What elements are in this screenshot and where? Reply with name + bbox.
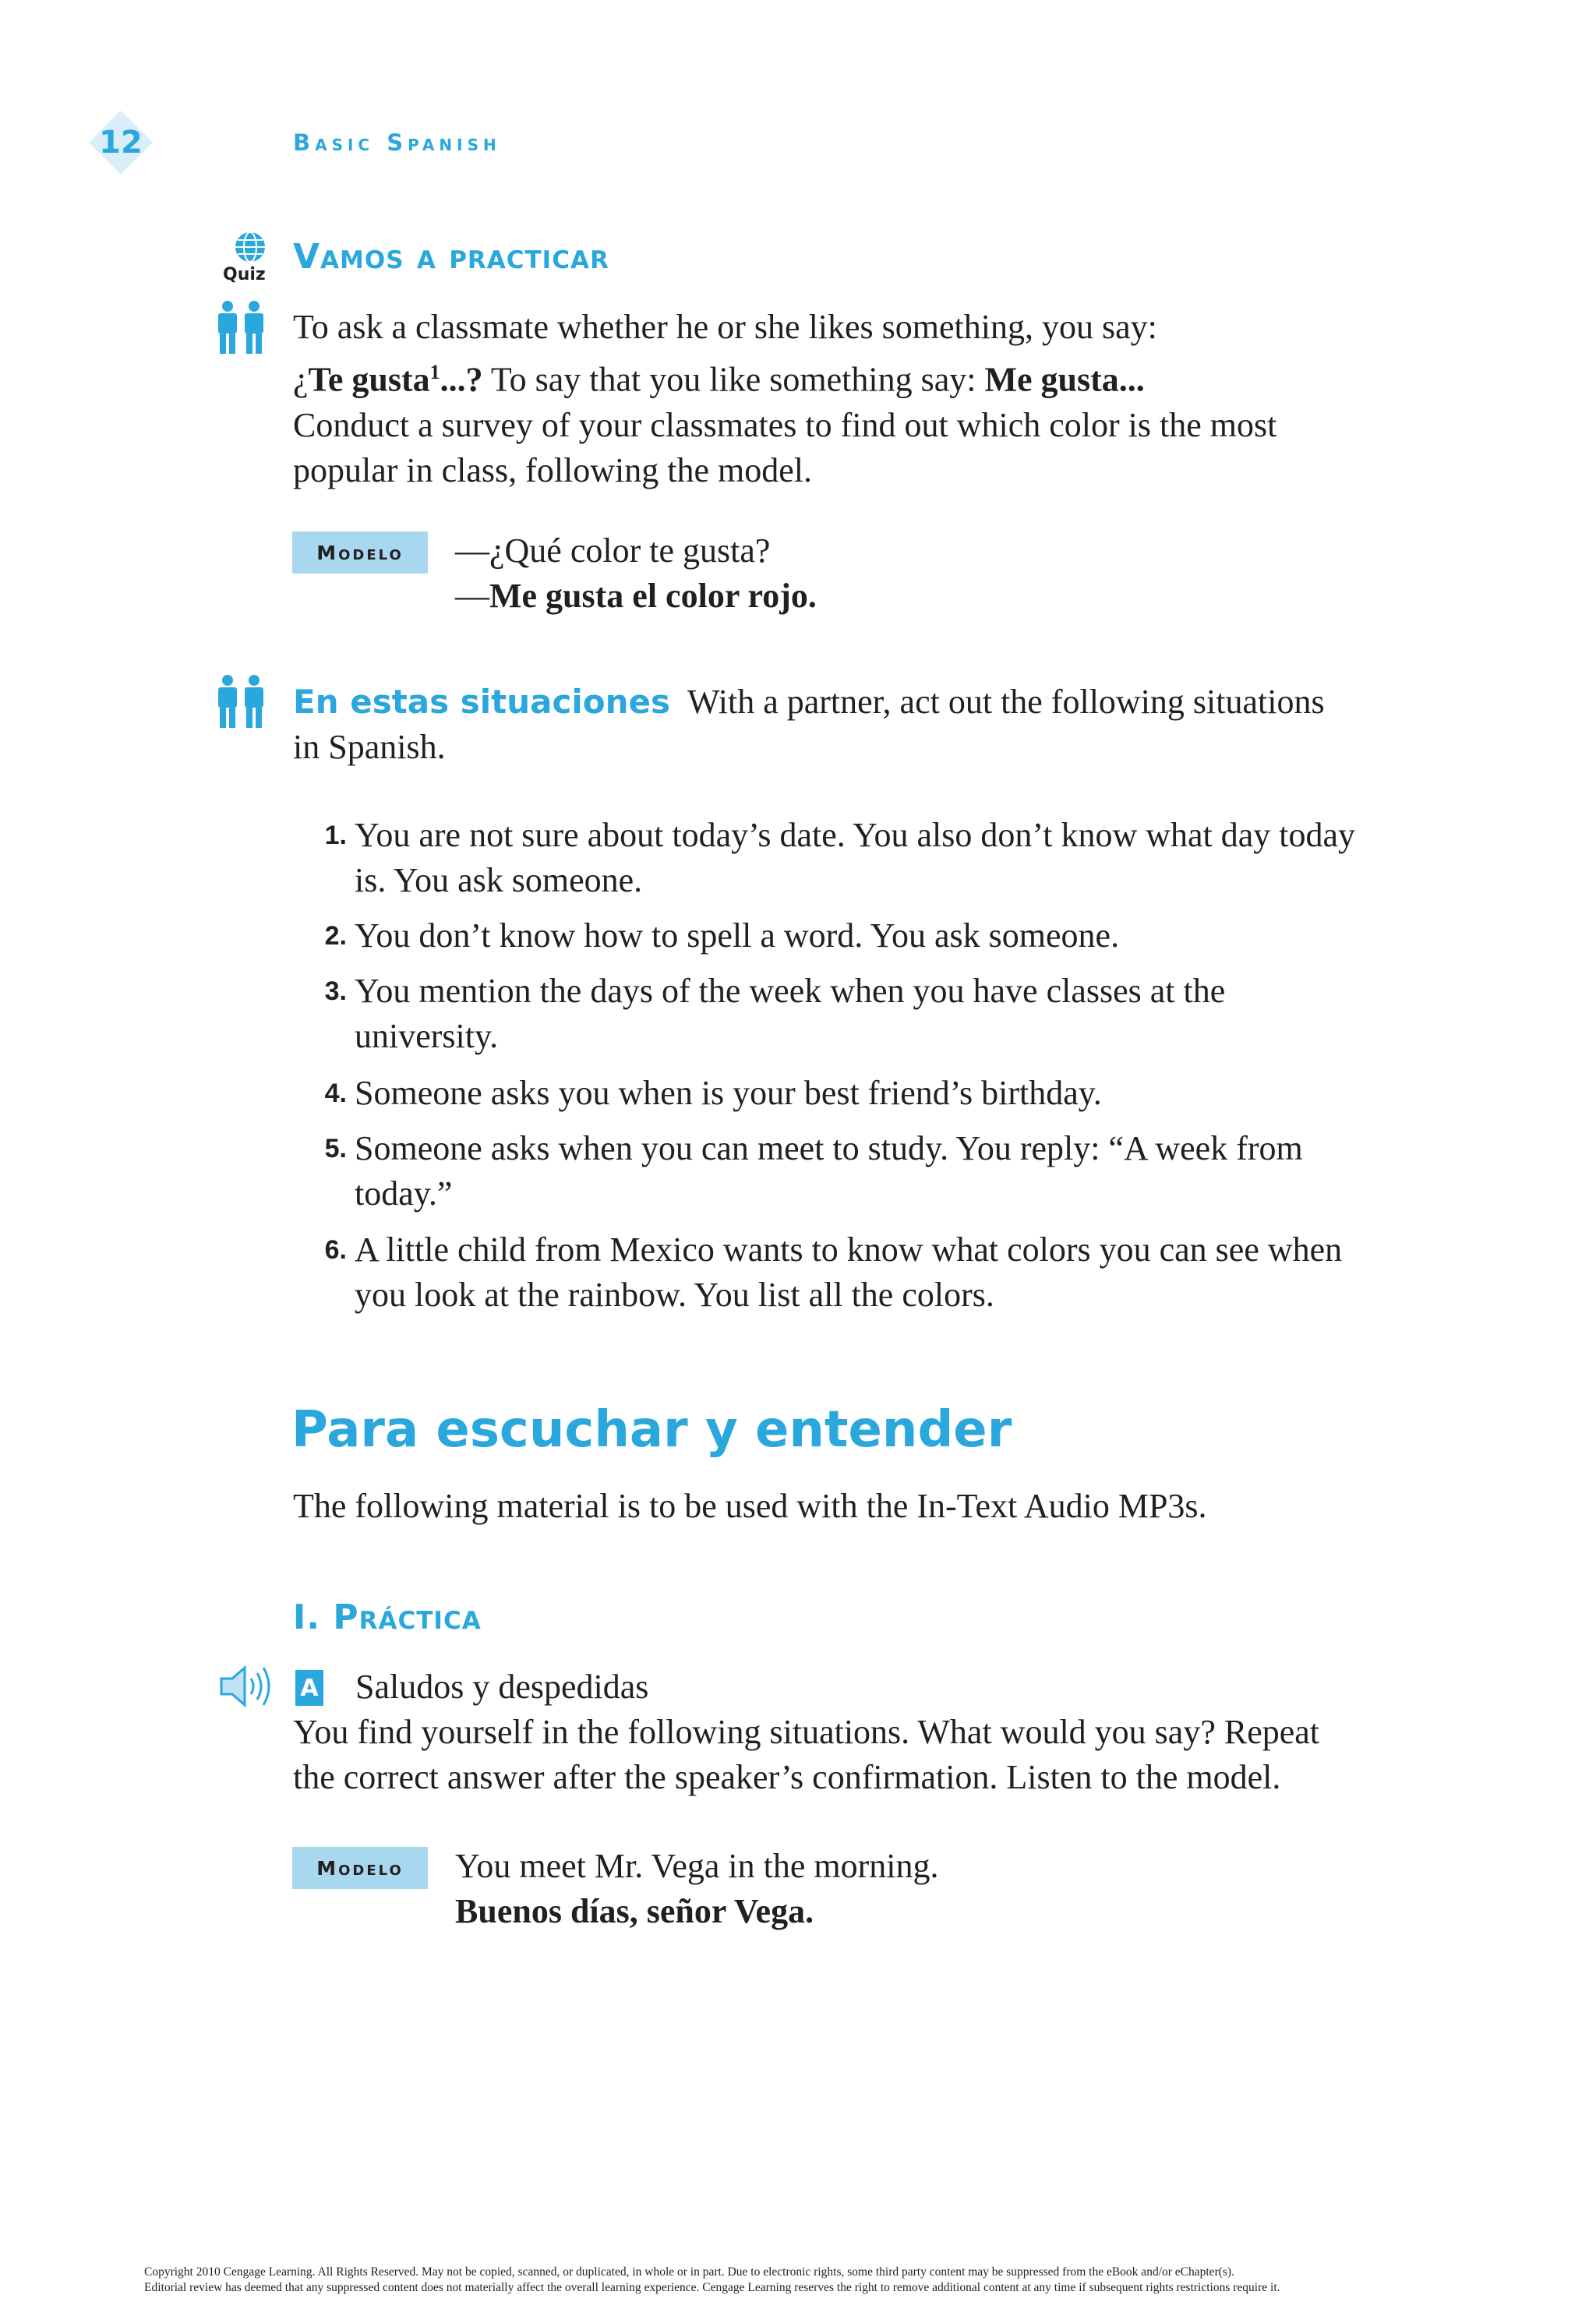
copyright-line-2: Editorial review has deemed that any suppressed content does not materially affect the overall learning experience. Cengage Learning reserves the right to remove additional content at any time if subsequent rights restrictions require it. xyxy=(144,2281,1280,2294)
list-item-text: Someone asks you when is your best friend’s birthday. xyxy=(355,1074,1102,1112)
escuchar-intro: The following material is to be used with the In-Text Audio MP3s. xyxy=(293,1487,1207,1525)
quiz-label[interactable]: Quiz xyxy=(223,265,266,284)
list-item-text: Someone asks when you can meet to study. You reply: “A week from today.” xyxy=(355,1129,1303,1213)
section-heading-situaciones: En estas situaciones xyxy=(293,683,670,721)
dash: — xyxy=(455,577,489,615)
quiz-globe-icon[interactable] xyxy=(226,231,274,263)
exercise-instructions xyxy=(293,1710,1407,1800)
section-heading-practica: I. Práctica xyxy=(293,1598,482,1637)
list-item xyxy=(316,813,1375,903)
list-item xyxy=(316,913,1375,959)
list-item-text: You mention the days of the week when you have classes at the university. xyxy=(355,972,1226,1055)
list-item xyxy=(316,969,1375,1059)
footnote-ref: 1 xyxy=(429,361,440,383)
exercise-instructions-line-2: the correct answer after the speaker’s confirmation. Listen to the model. xyxy=(293,1758,1281,1796)
running-head: Basic Spanish xyxy=(293,129,501,156)
list-item xyxy=(316,1071,1375,1116)
audio-speaker-icon[interactable] xyxy=(217,1661,274,1711)
list-item-text: A little child from Mexico wants to know what colors you can see when you look at the rainbow. You list all the colors. xyxy=(355,1230,1343,1314)
list-item-number: 1. xyxy=(324,821,347,850)
section-heading-vamos: Vamos a practicar xyxy=(293,237,609,277)
modelo-tag: Modelo xyxy=(292,1847,428,1889)
page-number: 12 xyxy=(99,125,143,161)
exercise-title: Saludos y despedidas xyxy=(355,1668,649,1706)
modelo-answer: Buenos días, señor Vega. xyxy=(455,1892,814,1930)
situaciones-intro-line-2: in Spanish. xyxy=(293,728,446,766)
vamos-line-3: Conduct a survey of your classmates to find out which color is the most xyxy=(293,405,1277,444)
list-item xyxy=(316,1126,1375,1216)
list-item-number: 2. xyxy=(324,921,347,951)
vamos-instructions xyxy=(293,305,1400,493)
modelo-tag: Modelo xyxy=(292,531,428,574)
list-item-number: 5. xyxy=(324,1134,347,1163)
modelo-prompt: You meet Mr. Vega in the morning. xyxy=(455,1847,939,1885)
vamos-line-2 xyxy=(293,350,1400,403)
vamos-mid-text: To say that you like something say: xyxy=(482,360,985,399)
bold-te-gusta: Te gusta xyxy=(308,360,430,399)
situaciones-intro-line-1 xyxy=(293,680,1400,725)
copyright-line-1: Copyright 2010 Cengage Learning. All Rights Reserved. May not be copied, scanned, or duplicated, in whole or in part. Due to electronic rights, some third party content may be suppressed from the eBook and/or eChapter(s). xyxy=(144,2265,1234,2279)
list-item-number: 4. xyxy=(324,1079,347,1108)
list-item-number: 3. xyxy=(324,976,347,1006)
situaciones-intro xyxy=(293,680,1400,770)
page-section-title: Para escuchar y entender xyxy=(291,1401,1012,1459)
list-item-text: You are not sure about today’s date. You also don’t know what day today is. You ask someone. xyxy=(355,816,1356,899)
modelo-answer-line xyxy=(455,574,817,619)
pair-work-icon xyxy=(210,673,271,729)
vamos-line-1: To ask a classmate whether he or she likes something, you say: xyxy=(293,308,1157,346)
list-item-text: You don’t know how to spell a word. You ask someone. xyxy=(355,916,1120,955)
bold-me-gusta: Me gusta... xyxy=(984,360,1145,399)
vamos-line-4: popular in class, following the model. xyxy=(293,450,812,489)
list-item-number: 6. xyxy=(324,1235,347,1265)
situaciones-intro-text: With a partner, act out the following situations xyxy=(687,683,1325,721)
bold-ellipsis: ...? xyxy=(440,360,483,399)
modelo-answer: Me gusta el color rojo. xyxy=(489,577,817,615)
modelo-question: —¿Qué color te gusta? xyxy=(455,531,771,570)
list-item xyxy=(316,1227,1375,1318)
q-open: ¿ xyxy=(293,360,309,399)
copyright-notice xyxy=(144,2265,1485,2296)
pair-work-icon xyxy=(210,299,271,355)
exercise-letter-badge: A xyxy=(295,1670,323,1706)
exercise-instructions-line-1: You find yourself in the following situations. What would you say? Repeat xyxy=(293,1713,1320,1751)
